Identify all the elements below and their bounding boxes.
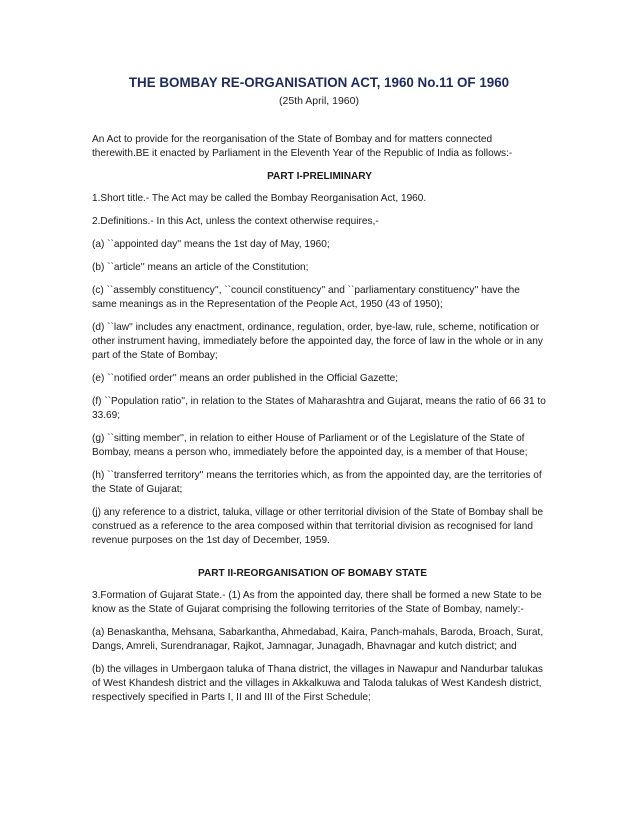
preamble: An Act to provide for the reorganisation of the State of Bombay and for matters connected therewith.BE it enacted by Parliament in the Eleventh Year of the Republic of India as follows:- bbox=[92, 134, 513, 159]
section-2: 2.Definitions.- In this Act, unless the context otherwise requires,- bbox=[92, 216, 379, 227]
definition-f: (f) ``Population ratio'', in relation to the States of Maharashtra and Gujarat, means the ratio of 66 31 to 33.69; bbox=[92, 396, 546, 421]
definition-g: (g) ``sitting member'', in relation to either House of Parliament or of the Legislature of the State of Bombay, means a person who, immediately before the appointed day, is a member of that House; bbox=[92, 433, 528, 458]
definition-d: (d) ``law'' includes any enactment, ordinance, regulation, order, bye-law, rule, scheme, notification or other instrument having, immediately before the appointed day, the force of law in the whole or in any part of the State of Bombay; bbox=[92, 322, 543, 361]
part2-heading: PART II-REORGANISATION OF BOMABY STATE bbox=[198, 568, 427, 579]
definition-e: (e) ``notified order'' means an order published in the Official Gazette; bbox=[92, 373, 399, 384]
definition-a: (a) ``appointed day'' means the 1st day of May, 1960; bbox=[92, 239, 330, 250]
definition-h: (h) ``transferred territory'' means the territories which, as from the appointed day, are the territories of the State of Gujarat; bbox=[92, 470, 542, 495]
definition-c: (c) ``assembly constituency'', ``council constituency'' and ``parliamentary constituency'' have the same meanings as in the Representation of the People Act, 1950 (43 of 1950); bbox=[92, 285, 520, 310]
document-body bbox=[92, 133, 547, 714]
definition-b: (b) ``article'' means an article of the Constitution; bbox=[92, 262, 309, 273]
section-3-clause-a: (a) Benaskantha, Mehsana, Sabarkantha, Ahmedabad, Kaira, Panch-mahals, Baroda, Broach, Surat, Dangs, Amreli, Surendranagar, Rajkot, Jamnagar, Junagadh, Bhavnagar and kutch district; and bbox=[92, 627, 544, 652]
section-1: 1.Short title.- The Act may be called the Bombay Reorganisation Act, 1960. bbox=[92, 193, 427, 204]
document-date: (25th April, 1960) bbox=[279, 95, 359, 107]
part1-heading: PART I-PRELIMINARY bbox=[267, 171, 372, 182]
section-3-clause-b: (b) the villages in Umbergaon taluka of Thana district, the villages in Nawapur and Nandurbar talukas of West Khandesh district and the villages in Akkalkuwa and Taloda talukas of West Kandesh district, respectively specified in Parts I, II and III of the First Schedule; bbox=[92, 664, 543, 703]
section-3: 3.Formation of Gujarat State.- (1) As from the appointed day, there shall be formed a new State to be know as the State of Gujarat comprising the following territories of the State of Bombay, namely:- bbox=[92, 590, 542, 615]
document-title: THE BOMBAY RE-ORGANISATION ACT, 1960 No.11 OF 1960 bbox=[128, 75, 510, 90]
definition-j: (j) any reference to a district, taluka, village or other territorial division of the State of Bombay shall be construed as a reference to the area composed within that territorial division as recognised for land revenue purposes on the 1st day of December, 1959. bbox=[92, 507, 544, 546]
